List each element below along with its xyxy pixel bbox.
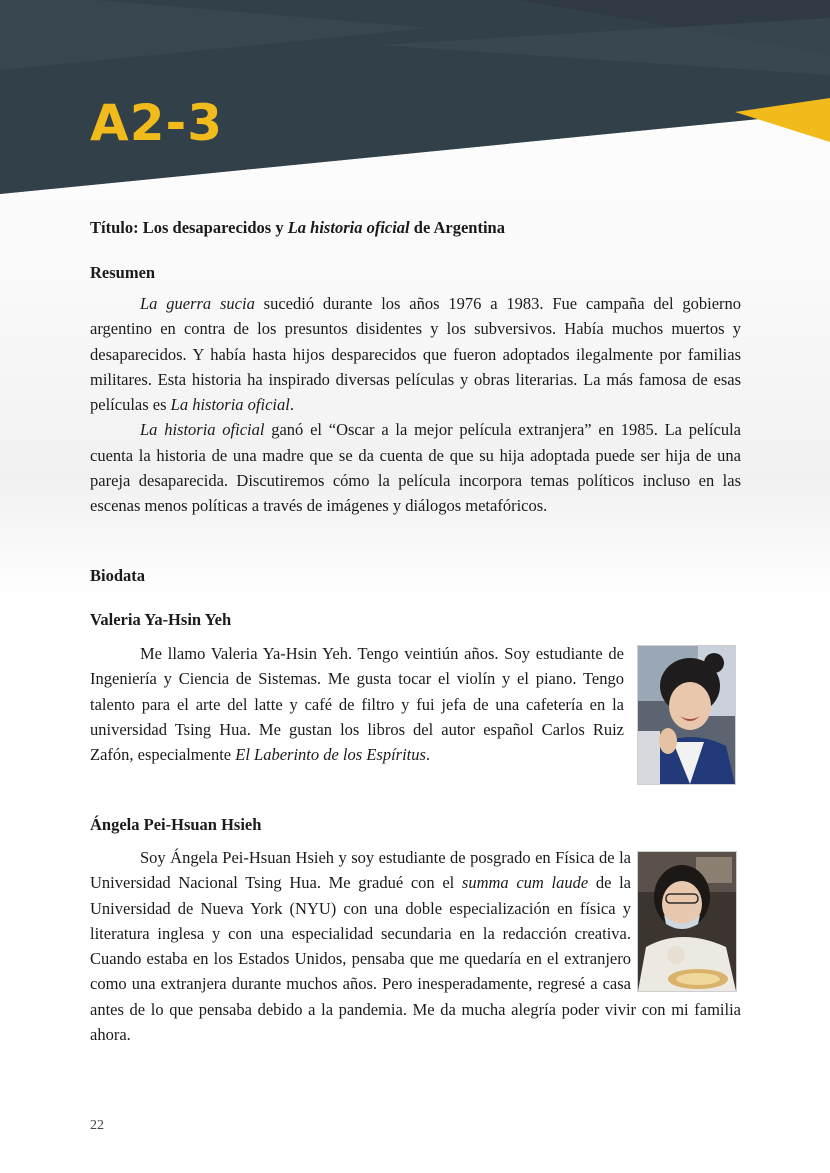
resumen-heading: Resumen [90,263,156,282]
resumen-paragraph-1: La guerra sucia sucedió durante los años 1976 a 1983. Fue campaña del gobierno argentino en contra de los presuntos disidentes y los subversivos. Había muchos muertos y desaparecidos. Y había hasta hijos desparecidos que fueron adoptados ilegalmente por familias militares. Esta historia ha inspirado diversas películas y obras literarias. La más famosa de esas películas es La historia oficial. [90,294,742,415]
person1-name: Valeria Ya-Hsin Yeh [90,610,232,629]
person2-photo [637,851,737,992]
resumen-body [90,291,741,519]
person1-bio-text: Me llamo Valeria Ya-Hsin Yeh. Tengo veintiún años. Soy estudiante de Ingeniería y Ciencia de Sistemas. Me gusta tocar el violín y el piano. Tengo talento para el arte del latte y café de filtro y fui jefa de una cafetería en la universidad Tsing Hua. Me gustan los libros del autor español Carlos Ruiz Zafón, especialmente El Laberinto de los Espíritus. [90,644,624,765]
person1-photo [637,645,736,785]
chapter-code: A2-3 [90,94,224,152]
biodata-heading: Biodata [90,566,146,585]
document-title: Título: Los desaparecidos y La historia oficial de Argentina [90,218,505,237]
resumen-paragraph-2: La historia oficial ganó el “Oscar a la mejor película extranjera” en 1985. La película cuenta la historia de una madre que se da cuenta de que su hija adoptada puede ser hija de una pareja desaparecida. Discutiremos cómo la película incorpora temas políticos incluso en las escenas menos políticas a través de imágenes y diálogos metafóricos. [90,420,741,516]
person2-name: Ángela Pei-Hsuan Hsieh [90,815,262,834]
person2-bio-text: Soy Ángela Pei-Hsuan Hsieh y soy estudiante de posgrado en Física de la Universidad Nacional Tsing Hua. Me gradué con el summa cum laude de la Universidad de Nueva York (NYU) con una doble especialización en física y literatura inglesa y con una especialidad secundaria en la redacción creativa. Cuando estaba en los Estados Unidos, pensaba que me quedaría en el extranjero como una extranjera durante muchos años. Pero inesperadamente, regresé a casa antes de lo que pensaba debido a la pandemia. Me da mucha alegría poder vivir con mi familia ahora. [90,848,741,1045]
person1-bio [90,641,624,767]
page-number: 22 [90,1118,104,1133]
